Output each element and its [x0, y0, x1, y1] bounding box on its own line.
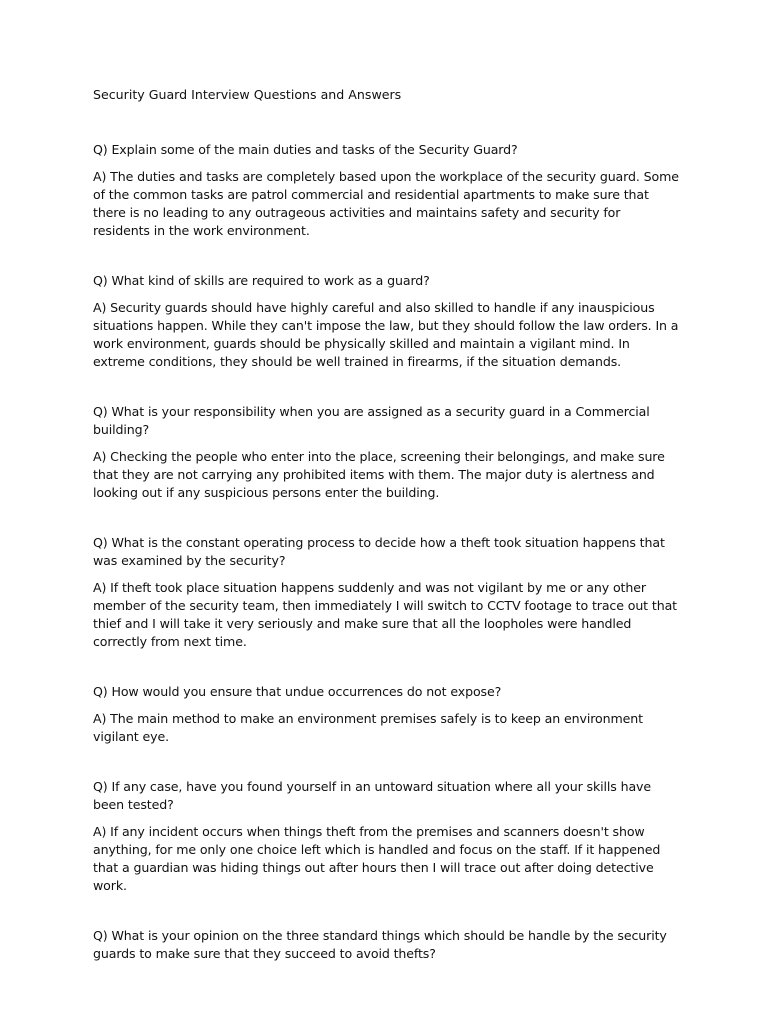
- question-text: Q) What is the constant operating process to decide how a theft took situation happens that was examined by the security?: [93, 535, 665, 568]
- question-text: Q) What kind of skills are required to work as a guard?: [93, 273, 430, 288]
- qa-item: [93, 778, 679, 895]
- answer-text: A) If any incident occurs when things theft from the premises and scanners doesn't show anything, for me only one choice left which is handled and focus on the staff. If it happened that a guardian was hiding things out after hours then I will trace out after doing detective work.: [93, 824, 661, 893]
- document-page: [93, 86, 679, 963]
- qa-item: [93, 403, 679, 502]
- answer-text: A) Checking the people who enter into the place, screening their belongings, and make sure that they are not carrying any prohibited items with them. The major duty is alertness and looking out if any suspicious persons enter the building.: [93, 449, 665, 500]
- qa-item: [93, 141, 679, 240]
- answer-text: A) The duties and tasks are completely based upon the workplace of the security guard. Some of the common tasks are patrol commercial and residential apartments to make sure that there is no leading to any outrageous activities and maintains safety and security for residents in the work environment.: [93, 169, 679, 238]
- qa-item: [93, 927, 679, 963]
- qa-item: [93, 683, 679, 746]
- answer-text: A) The main method to make an environment premises safely is to keep an environment vigilant eye.: [93, 711, 643, 744]
- question-text: Q) How would you ensure that undue occurrences do not expose?: [93, 684, 502, 699]
- question-text: Q) If any case, have you found yourself in an untoward situation where all your skills have been tested?: [93, 779, 652, 812]
- document-title: Security Guard Interview Questions and Answers: [93, 87, 402, 102]
- question-text: Q) What is your opinion on the three standard things which should be handle by the security guards to make sure that they succeed to avoid thefts?: [93, 928, 667, 961]
- answer-text: A) Security guards should have highly careful and also skilled to handle if any inauspicious situations happen. While they can't impose the law, but they should follow the law orders. In a work environment, guards should be physically skilled and maintain a vigilant mind. In extreme conditions, they should be well trained in firearms, if the situation demands.: [93, 300, 679, 369]
- qa-item: [93, 272, 679, 371]
- answer-text: A) If theft took place situation happens suddenly and was not vigilant by me or any other member of the security team, then immediately I will switch to CCTV footage to trace out that thief and I will take it very seriously and make sure that all the loopholes were handled correctly from next time.: [93, 580, 677, 649]
- qa-item: [93, 534, 679, 651]
- question-text: Q) Explain some of the main duties and tasks of the Security Guard?: [93, 142, 518, 157]
- question-text: Q) What is your responsibility when you are assigned as a security guard in a Commercial building?: [93, 404, 650, 437]
